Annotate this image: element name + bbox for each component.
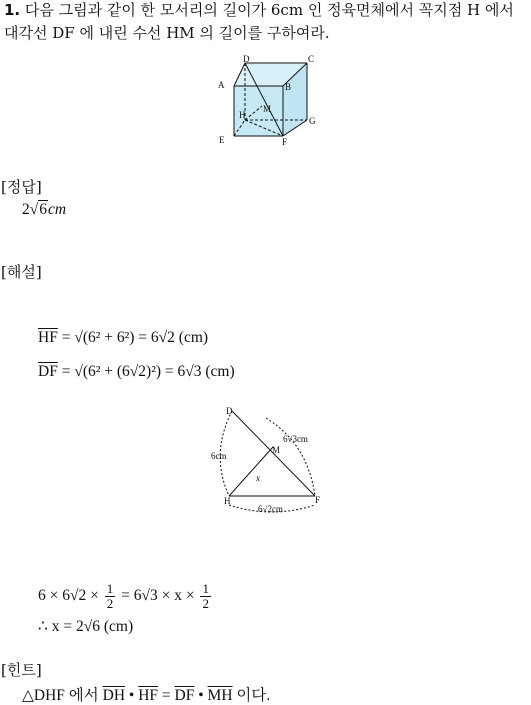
triangle-figure (196, 404, 328, 516)
eq2-lhs: $\overline{DF}$ (38, 363, 58, 380)
hint-heading: [힌트] (1, 661, 42, 679)
tri-label-f: F (315, 495, 321, 505)
cube-label-m: M (263, 104, 272, 114)
eq2-rest: = √(6² + (6√2)²) = 6√3 (cm) (61, 363, 235, 380)
question-line-1 (4, 0, 514, 21)
tri-label-h: H (224, 496, 231, 506)
answer-radicand: 6 (39, 201, 48, 218)
question-number: 1. (4, 1, 21, 19)
tri-label-dh: 6cm (211, 451, 227, 461)
sol-line1-a: 6 × 6√2 × (38, 587, 99, 605)
tri-label-d: D (226, 406, 233, 416)
equation-hf (38, 329, 208, 347)
cube-label-h: H (239, 110, 246, 120)
sol-frac2-num: 1 (202, 581, 209, 596)
answer-coef: 2 (22, 201, 30, 218)
sol-frac1-den: 2 (106, 596, 114, 611)
hint-df: $\overline{DF}$ (174, 687, 195, 704)
cube-figure (210, 52, 325, 152)
solution-line-2: ∴ x = 2√6 (cm) (38, 618, 134, 635)
cube-label-d: D (243, 54, 250, 64)
question-text-2: 대각선 DF 에 내린 수선 HM 의 길이를 구하여라. (4, 24, 330, 42)
hint-hf: $\overline{HF}$ (138, 687, 159, 704)
equation-df (38, 363, 235, 381)
cube-label-b: B (285, 82, 292, 92)
eq1-lhs: $\overline{HF}$ (38, 329, 58, 346)
eq1-rest: = √(6² + 6²) = 6√2 (cm) (61, 329, 209, 346)
answer-heading: [정답] (1, 178, 42, 196)
hint-dh: $\overline{DH}$ (102, 687, 126, 704)
question-text-1: 다음 그림과 같이 한 모서리의 길이가 6cm 인 정육면체에서 꼭지점 H 에서 (24, 1, 514, 19)
cube-label-f: F (282, 137, 288, 147)
answer-value: 2√6cm (22, 201, 67, 218)
tri-label-x: x (256, 473, 260, 483)
cube-label-c: C (308, 54, 315, 64)
sol-frac2-den: 2 (202, 596, 209, 611)
hint-text-b: 이다. (236, 687, 271, 704)
sol-frac1-num: 1 (106, 581, 114, 596)
sol-fraction-1 (105, 582, 116, 611)
sol-fraction-2 (200, 582, 211, 611)
sol-line1-b: = 6√3 × x × (121, 587, 195, 605)
cube-label-a: A (218, 80, 225, 90)
tri-label-df: 6√3cm (283, 434, 308, 444)
hint-mh: $\overline{MH}$ (207, 687, 233, 704)
answer-unit: cm (48, 201, 67, 218)
cube-label-e: E (219, 135, 225, 145)
hint-text: △DHF 에서 $\overline{DH}$ • $\overline{HF} = \overline{DF}$ • $\overline{MH}$ 이다. (22, 687, 271, 704)
tri-label-m: M (272, 445, 281, 455)
cube-label-g: G (309, 116, 316, 126)
solution-line-1 (38, 582, 213, 611)
explanation-heading: [해설] (1, 263, 42, 281)
tri-label-hf: 6√2cm (258, 504, 283, 514)
hint-text-a: △DHF 에서 (22, 687, 99, 704)
